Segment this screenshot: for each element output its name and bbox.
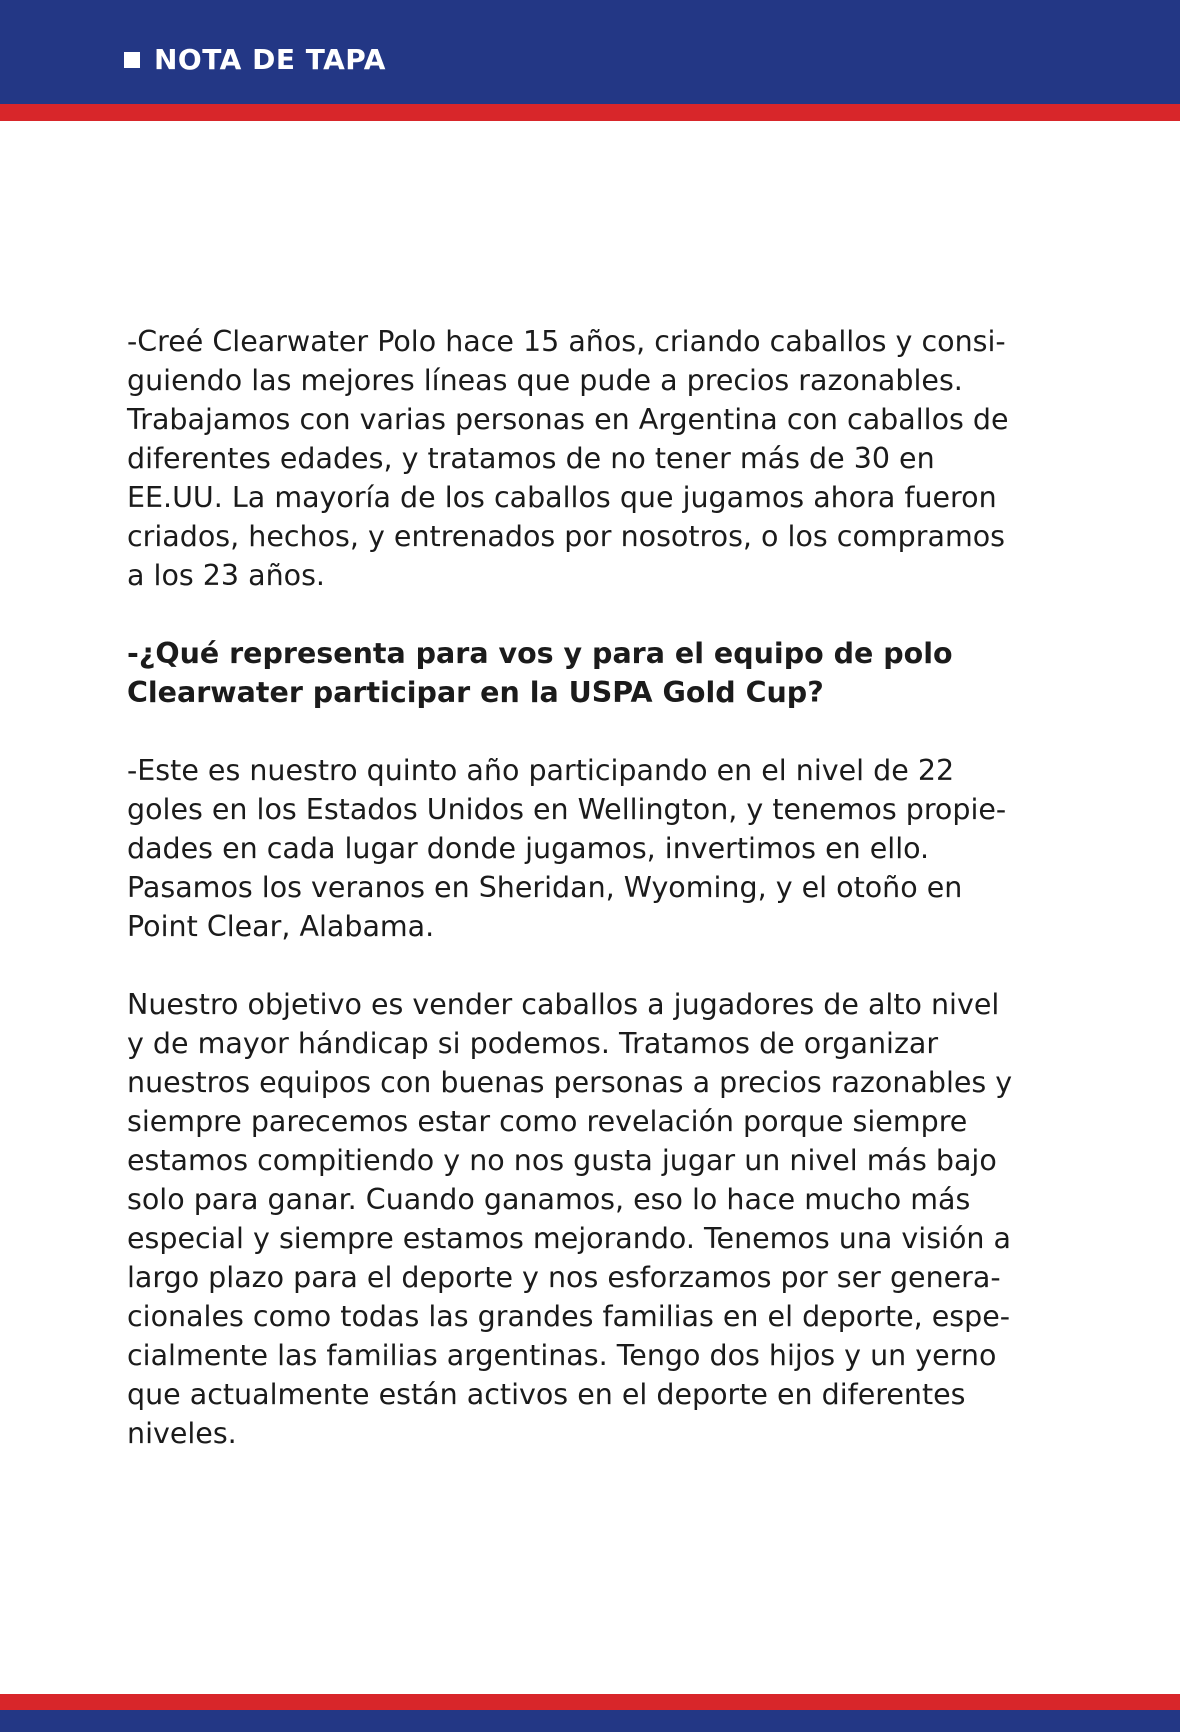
section-label-text: NOTA DE TAPA (154, 43, 386, 76)
footer-band (0, 1710, 1180, 1732)
answer-paragraph-1: -Creé Clearwater Polo hace 15 años, criando caballos y consi- guiendo las mejores líneas que pude a precios razonables. Trabajamos con varias personas en Argentina con caballos de diferentes edades, y tratamos de no tener más de 30 en EE.UU. La mayoría de los caballos que jugamos ahora fueron criados, hechos, y entrenados por nosotros, o los compramos a los 23 años. (127, 325, 1009, 592)
section-label (124, 43, 386, 76)
square-bullet-icon (124, 52, 140, 68)
answer-paragraph-2: -Este es nuestro quinto año participando en el nivel de 22 goles en los Estados Unidos en Wellington, y tenemos propie- dades en cada lugar donde jugamos, invertimos en ello. Pasamos los veranos en Sheridan, Wyoming, y el otoño en Point Clear, Alabama. (127, 754, 1007, 943)
interview-question: -¿Qué representa para vos y para el equipo de polo Clearwater participar en la USPA Gold Cup? (127, 637, 953, 709)
header-accent-stripe (0, 104, 1180, 121)
article-body (127, 322, 1087, 1492)
footer-accent-stripe (0, 1694, 1180, 1710)
answer-paragraph-3: Nuestro objetivo es vender caballos a jugadores de alto nivel y de mayor hándicap si podemos. Tratamos de organizar nuestros equipos con buenas personas a precios razonables y siempre parecemos estar como revelación porque siempre estamos compitiendo y no nos gusta jugar un nivel más bajo solo para ganar. Cuando ganamos, eso lo hace mucho más especial y siempre estamos mejorando. Tenemos una visión a largo plazo para el deporte y nos esforzamos por ser genera- cionales como todas las grandes familias en el deporte, espe- cialmente las familias argentinas. Tengo dos hijos y un yerno que actualmente están activos en el deporte en diferentes niveles. (127, 988, 1013, 1450)
